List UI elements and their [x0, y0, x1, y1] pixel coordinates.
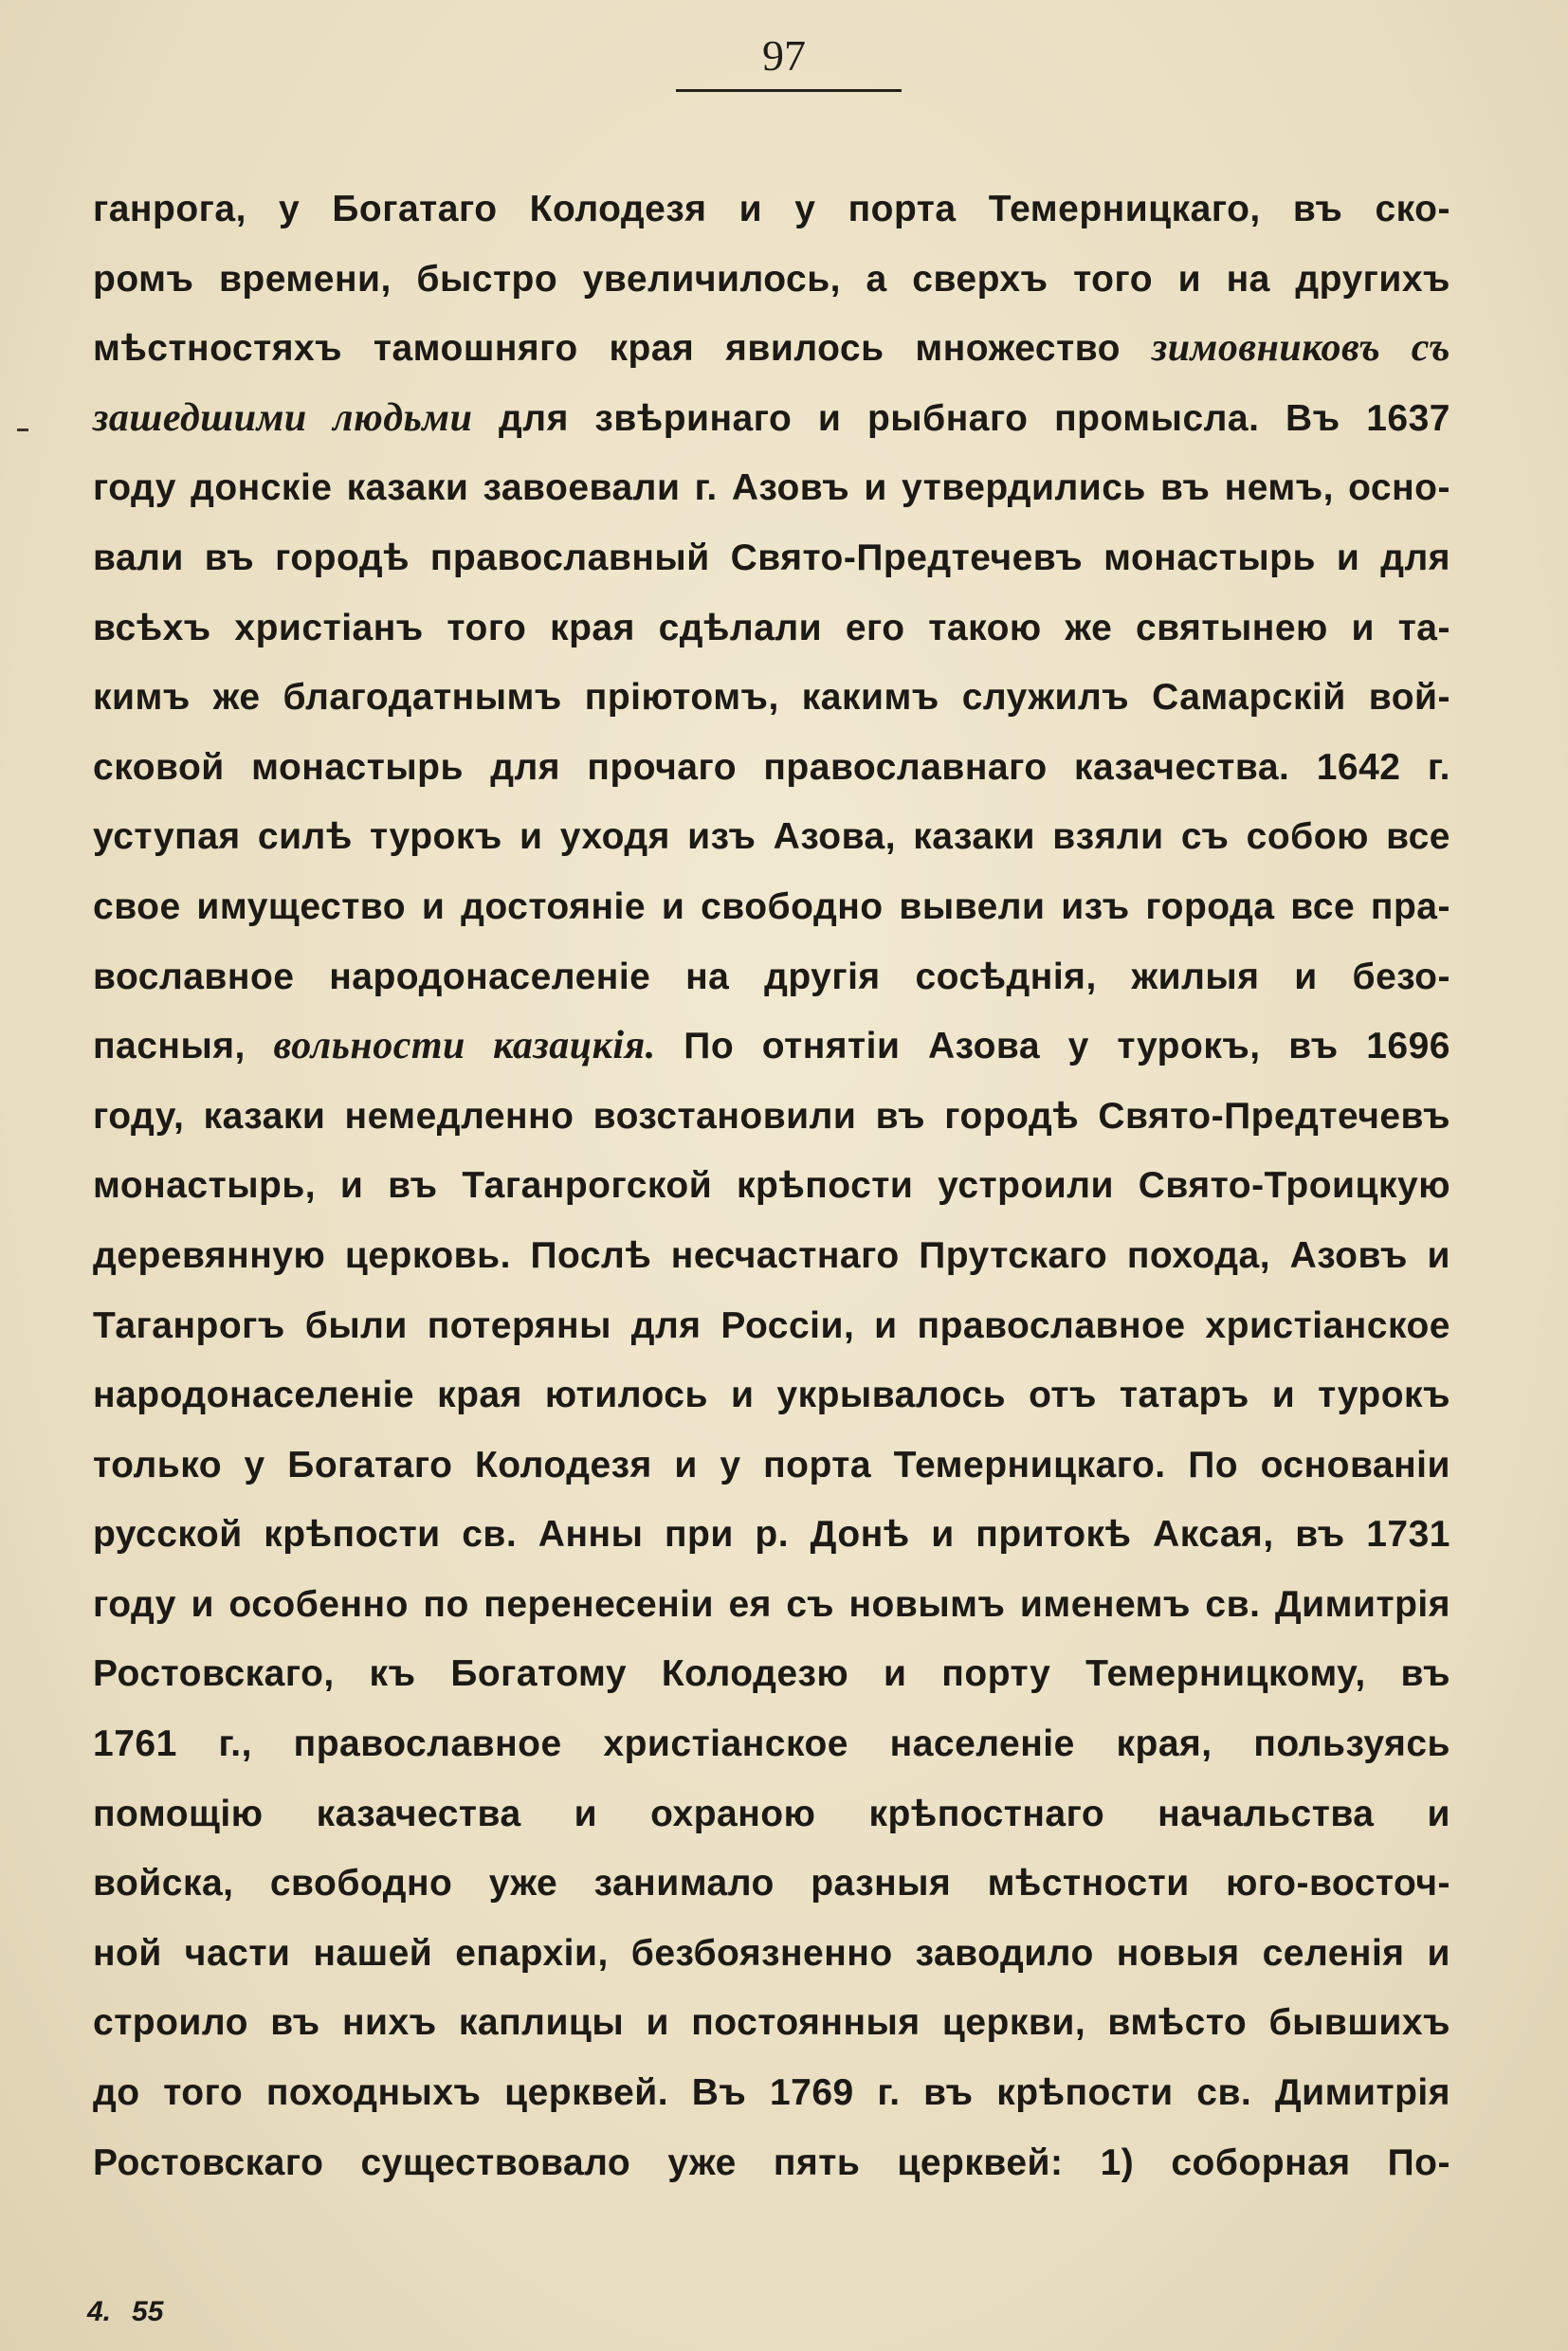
- text-line: году, казаки немедленно возстановили въ городѣ Свято-Предтечевъ: [93, 1095, 1450, 1137]
- emphasis: зимовниковъ съ: [1151, 326, 1450, 371]
- printer-signature-mark: [87, 2296, 163, 2328]
- text-line: ной части нашей епархіи, безбоязненно заводило новыя селенія и: [93, 1932, 1450, 1974]
- text-line: строило въ нихъ каплицы и постоянныя церкви, вмѣсто бывшихъ: [93, 2002, 1450, 2044]
- text-line: вали въ городѣ православный Свято-Предтечевъ монастырь и для: [93, 537, 1450, 578]
- text-line: войска, свободно уже занимало разныя мѣстности юго-восточ-: [93, 1863, 1450, 1904]
- body-text: [93, 174, 1450, 2197]
- text-line: сковой монастырь для прочаго православнаго казачества. 1642 г.: [93, 746, 1450, 788]
- text-line: зашедшими людьми для звѣринаго и рыбнаго промысла. Въ 1637: [93, 395, 1451, 440]
- text-line: ромъ времени, быстро увеличилось, а сверхъ того и на другихъ: [93, 258, 1450, 300]
- emphasis: зашедшими людьми: [93, 395, 473, 440]
- text-line: кимъ же благодатнымъ пріютомъ, какимъ служилъ Самарскій вой-: [93, 677, 1450, 719]
- signature-sheet-number: 55: [132, 2296, 164, 2327]
- text-line: Ростовскаго существовало уже пять церквей: 1) соборная По-: [93, 2141, 1450, 2183]
- text-line: году донскіе казаки завоевали г. Азовъ и утвердились въ немъ, осно-: [93, 467, 1450, 509]
- text-line: деревянную церковь. Послѣ несчастнаго Прутскаго похода, Азовъ и: [93, 1234, 1450, 1276]
- margin-mark: [17, 428, 28, 431]
- signature-number: 4.: [87, 2296, 112, 2327]
- text-line: монастырь, и въ Таганрогской крѣпости устроили Свято-Троицкую: [93, 1165, 1450, 1207]
- text-line: вославное народонаселеніе на другія сосѣднія, жилыя и безо-: [93, 956, 1450, 997]
- text-line: ганрога, у Богатаго Колодезя и у порта Темерницкаго, въ ско-: [93, 189, 1450, 229]
- text-line: до того походныхъ церквей. Въ 1769 г. въ крѣпости св. Димитрія: [93, 2072, 1450, 2114]
- text-line: русской крѣпости св. Анны при р. Донѣ и притокѣ Аксая, въ 1731: [93, 1514, 1450, 1556]
- text-line: всѣхъ христіанъ того края сдѣлали его такою же святынею и та-: [93, 607, 1450, 648]
- text-line: народонаселеніе края ютилось и укрывалось отъ татаръ и турокъ: [93, 1375, 1450, 1416]
- page-number-rule: [676, 89, 902, 92]
- text-line: году и особенно по перенесеніи ея съ новымъ именемъ св. Димитрія: [93, 1583, 1450, 1625]
- page-number: 97: [762, 31, 806, 80]
- text-line: только у Богатаго Колодезя и у порта Темерницкаго. По основаніи: [93, 1444, 1450, 1485]
- text-line: пасныя, вольности казацкія. По отнятіи Азова у турокъ, въ 1696: [93, 1024, 1450, 1068]
- text-line: помощію казачества и охраною крѣпостнаго начальства и: [93, 1793, 1450, 1834]
- text-line: 1761 г., православное христіанское населеніе края, пользуясь: [93, 1723, 1450, 1765]
- text-line: свое имущество и достояніе и свободно вывели изъ города все пра-: [93, 885, 1450, 927]
- text-line: Таганрогъ были потеряны для Россіи, и православное христіанское: [93, 1304, 1450, 1346]
- text-line: мѣстностяхъ тамошняго края явилось множество зимовниковъ съ: [93, 326, 1450, 371]
- text-line: Ростовскаго, къ Богатому Колодезю и порту Темерницкому, въ: [93, 1653, 1450, 1695]
- text-line: уступая силѣ турокъ и уходя изъ Азова, казаки взяли съ собою все: [93, 816, 1450, 858]
- emphasis: вольности казацкія.: [273, 1024, 656, 1068]
